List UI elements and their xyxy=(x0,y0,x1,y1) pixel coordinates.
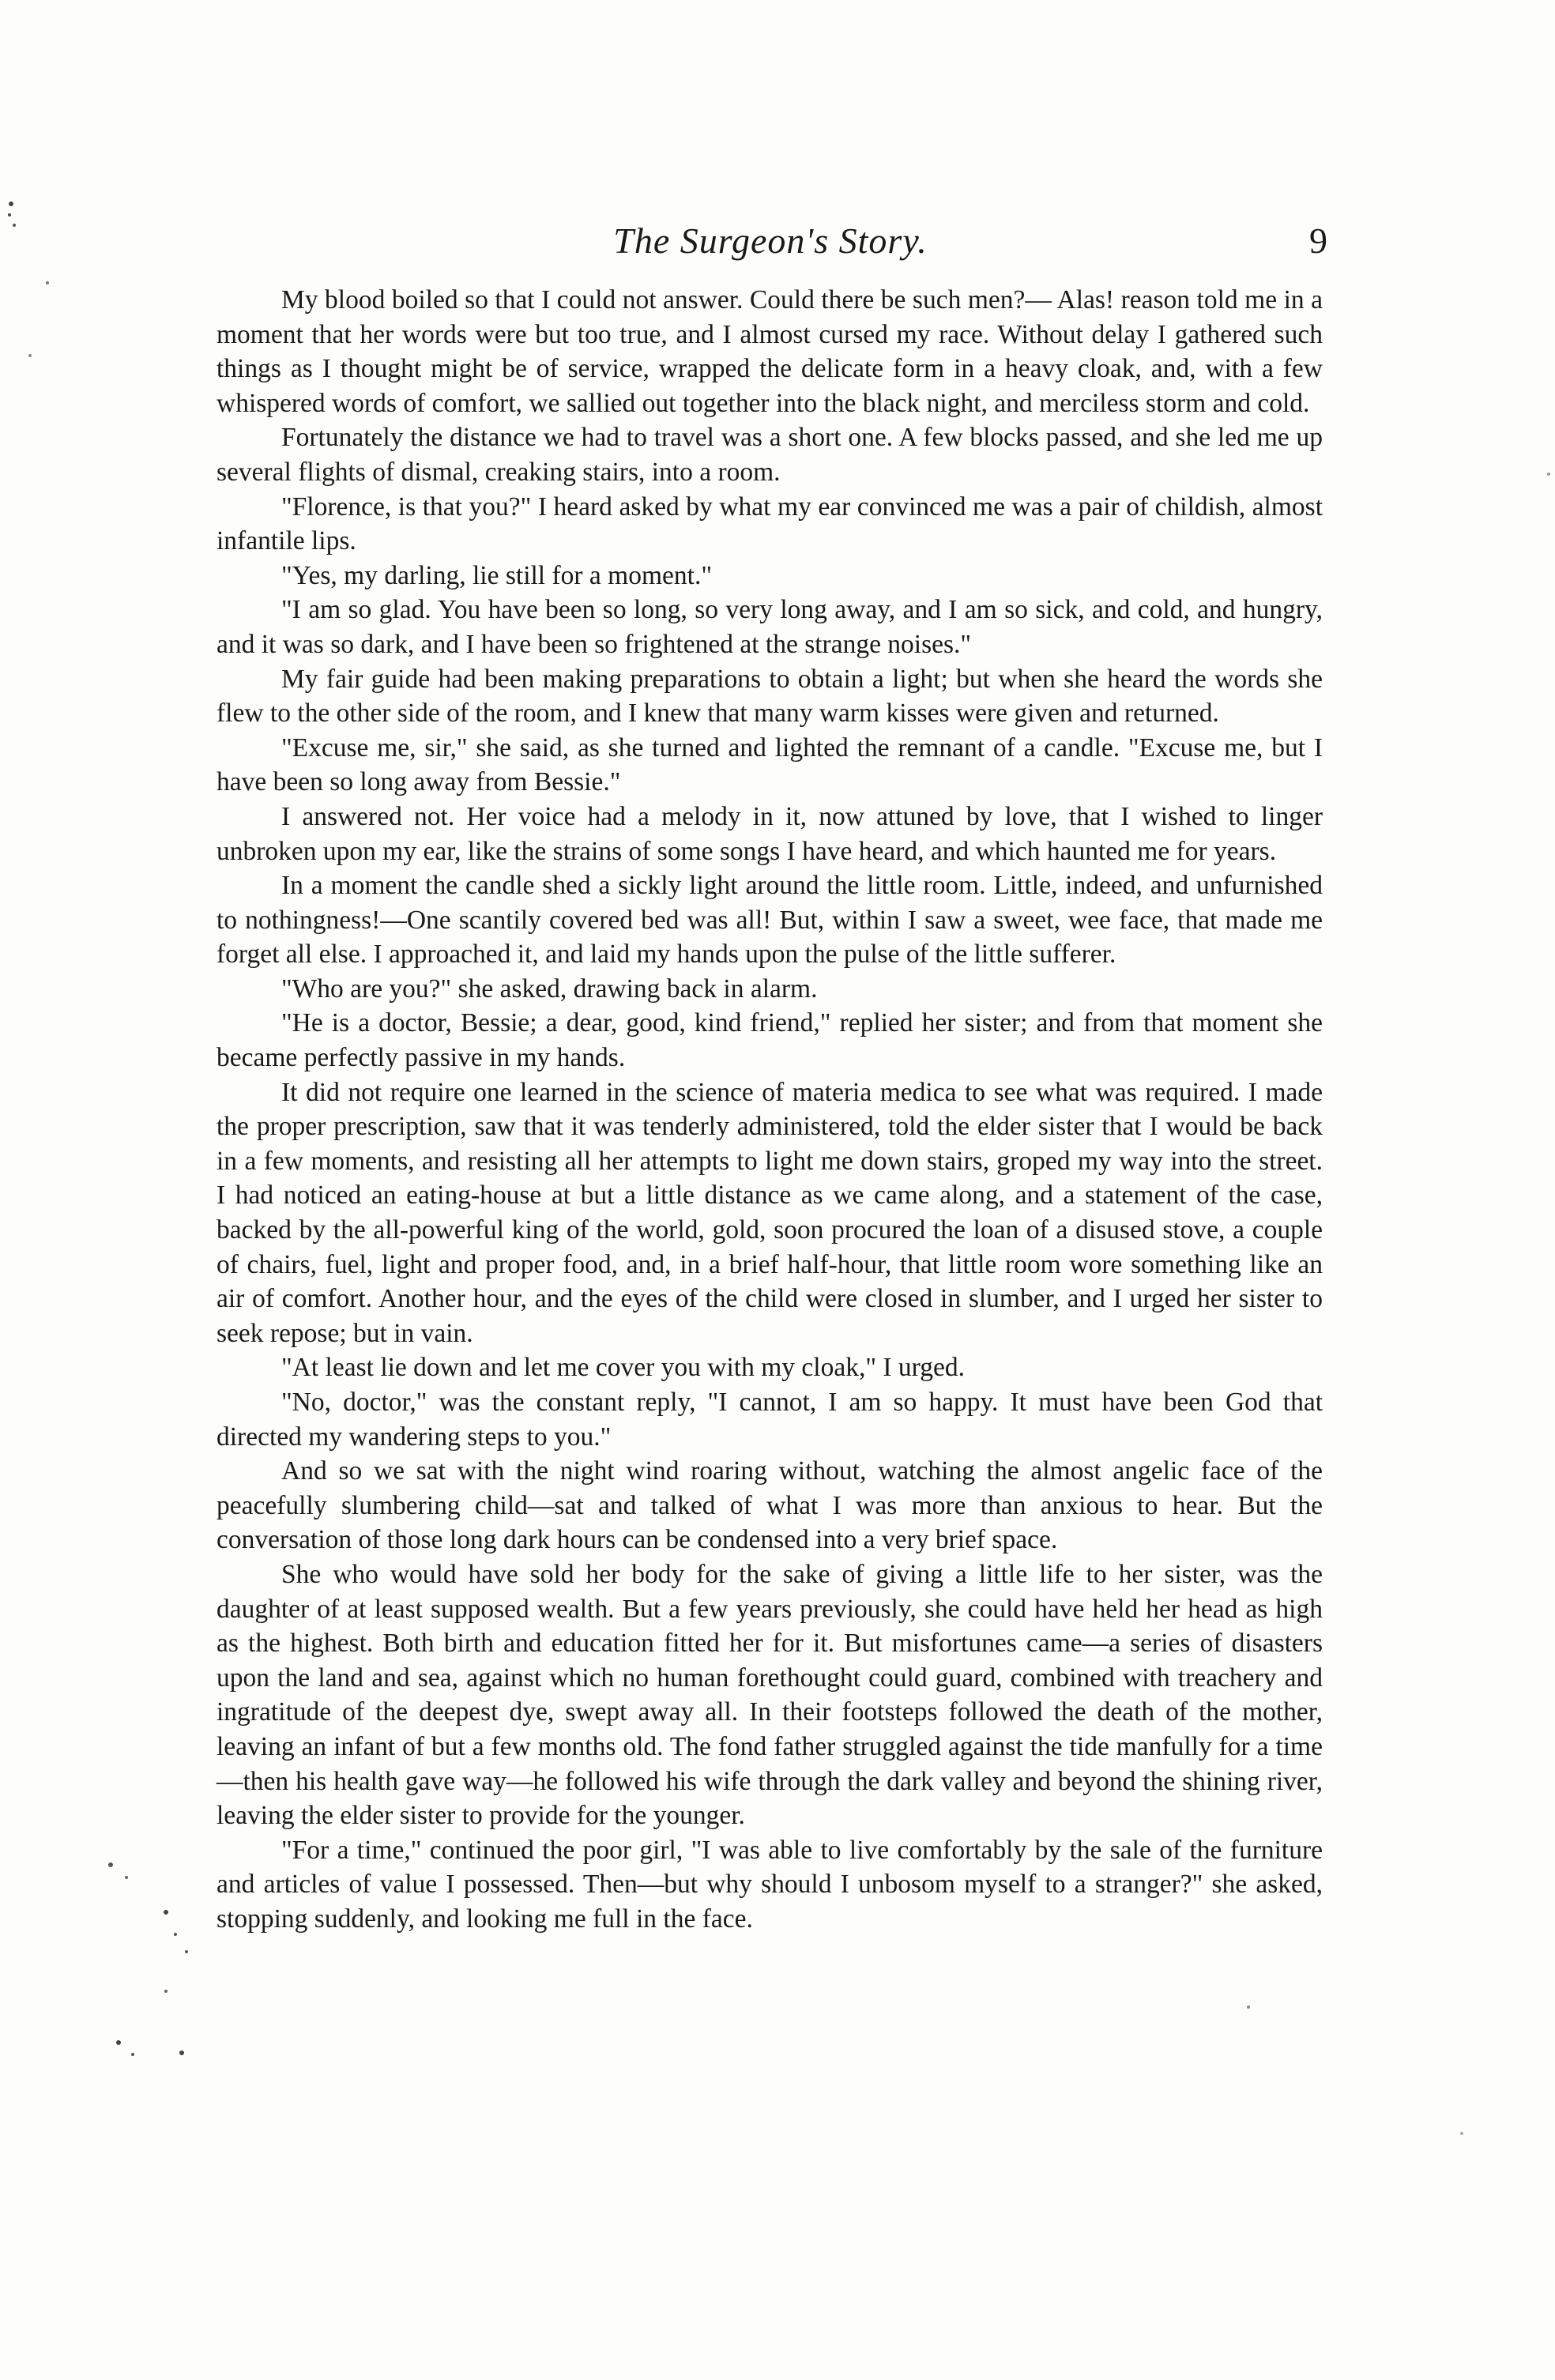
paragraph: "At least lie down and let me cover you with my cloak," I urged. xyxy=(281,1353,965,1383)
paragraph: My blood boiled so that I could not answer. Could there be such men?— Alas! reason told me in a moment that her words were but too true, and I almost cursed my race. Without delay I gathered such things as I thought might be of service, wrapped the delicate form in a heavy cloak, and, with a few whispered words of comfort, we sallied out together into the black night, and merciless storm and cold. xyxy=(216,285,1323,418)
paragraph: "He is a doctor, Bessie; a dear, good, kind friend," replied her sister; and from that moment she became perfectly passive in my hands. xyxy=(216,1008,1323,1073)
paragraph: "No, doctor," was the constant reply, "I cannot, I am so happy. It must have been God that directed my wandering steps to you." xyxy=(216,1388,1323,1452)
running-head xyxy=(213,220,1327,267)
paragraph: "For a time," continued the poor girl, "I was able to live comfortably by the sale of the furniture and articles of value I possessed. Then—but why should I unbosom myself to a stranger?" she asked, stopping suddenly, and looking me full in the face. xyxy=(216,1835,1323,1934)
paragraph: In a moment the candle shed a sickly light around the little room. Little, indeed, and unfurnished to nothingness!—One scantily covered bed was all! But, within I saw a sweet, wee face, that made me forget all else. I approached it, and laid my hands upon the pulse of the little sufferer. xyxy=(216,871,1323,970)
page-number: 9 xyxy=(1309,220,1327,261)
paragraph: It did not require one learned in the science of materia medica to see what was required. I made the proper prescription, saw that it was tenderly administered, told the elder sister that I would be back in a few moments, and resisting all her attempts to light me down stairs, groped my way into the street. I had noticed an eating-house at but a little distance as we came along, and a statement of the case, backed by the all-powerful king of the world, gold, soon procured the loan of a disused stove, a couple of chairs, fuel, light and proper food, and, in a brief half-hour, that little room wore something like an air of comfort. Another hour, and the eyes of the child were closed in slumber, and I urged her sister to seek repose; but in vain. xyxy=(216,1077,1323,1348)
running-title: The Surgeon's Story. xyxy=(613,220,928,261)
paragraph: "Yes, my darling, lie still for a moment." xyxy=(281,560,713,590)
body-text xyxy=(216,283,1323,1937)
paragraph: "Florence, is that you?" I heard asked by what my ear convinced me was a pair of childish, almost infantile lips. xyxy=(216,491,1323,556)
paragraph: I answered not. Her voice had a melody in it, now attuned by love, that I wished to linger unbroken upon my ear, like the strains of some songs I have heard, and which haunted me for years. xyxy=(216,801,1323,866)
paragraph: "I am so glad. You have been so long, so very long away, and I am so sick, and cold, and hungry, and it was so dark, and I have been so frightened at the strange noises." xyxy=(216,595,1323,659)
paragraph: "Excuse me, sir," she said, as she turned and lighted the remnant of a candle. "Excuse me, but I have been so long away from Bessie." xyxy=(216,732,1323,797)
paragraph: My fair guide had been making preparations to obtain a light; but when she heard the words she flew to the other side of the room, and I knew that many warm kisses were given and returned. xyxy=(216,664,1323,729)
paragraph: And so we sat with the night wind roaring without, watching the almost angelic face of the peacefully slumbering child—sat and talked of what I was more than anxious to hear. But the conversation of those long dark hours can be condensed into a very brief space. xyxy=(216,1456,1323,1555)
paragraph: She who would have sold her body for the sake of giving a little life to her sister, was the daughter of at least supposed wealth. But a few years previously, she could have held her head as high as the highest. Both birth and education fitted her for it. But misfortunes came—a series of disasters upon the land and sea, against which no human forethought could guard, combined with treachery and ingratitude of the deepest dye, swept away all. In their footsteps followed the death of the mother, leaving an infant of but a few months old. The fond father struggled against the tide manfully for a time—then his health gave way—he followed his wife through the dark valley and beyond the shining river, leaving the elder sister to provide for the younger. xyxy=(216,1559,1323,1831)
paragraph: "Who are you?" she asked, drawing back in alarm. xyxy=(281,973,818,1004)
paragraph: Fortunately the distance we had to travel was a short one. A few blocks passed, and she led me up several flights of dismal, creaking stairs, into a room. xyxy=(216,423,1323,487)
